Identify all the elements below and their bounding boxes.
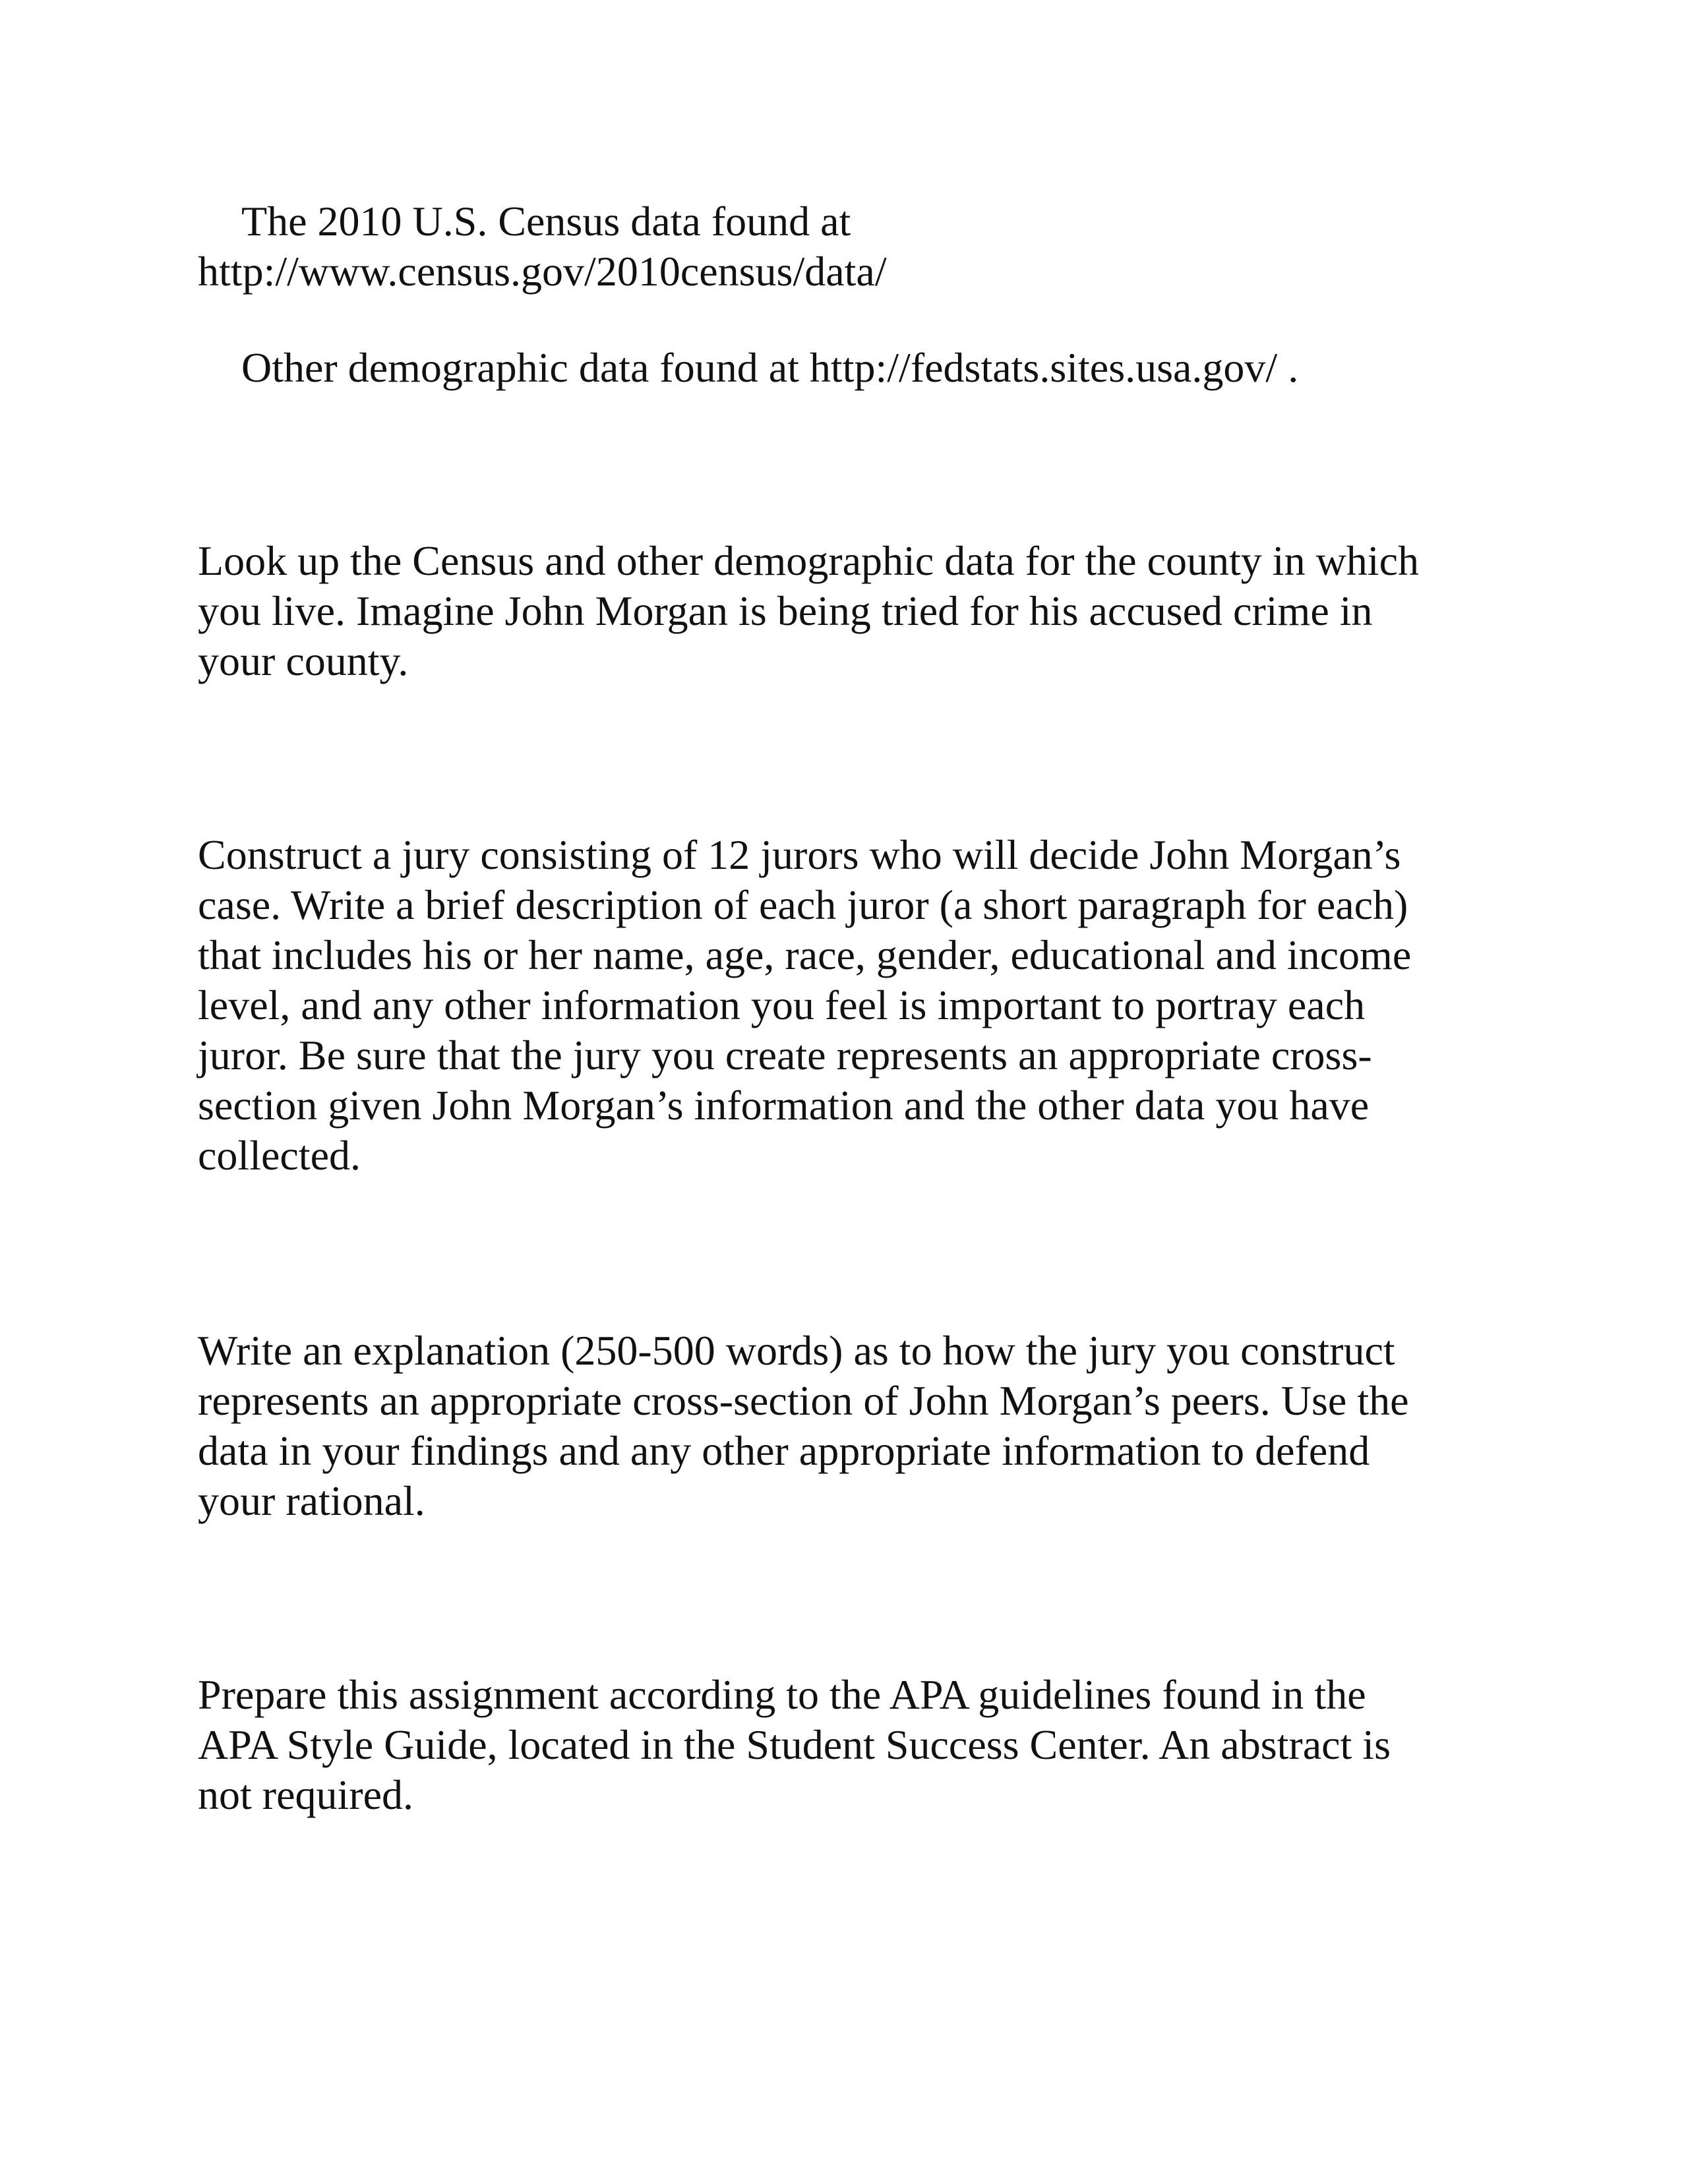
construct-line-7: collected. bbox=[198, 1132, 361, 1179]
fedstats-source-line: Other demographic data found at http://fedstats.sites.usa.gov/ . bbox=[241, 344, 1299, 391]
explanation-line-2: represents an appropriate cross-section of John Morgan’s peers. Use the bbox=[198, 1377, 1409, 1424]
construct-line-4: level, and any other information you feel is important to portray each bbox=[198, 982, 1366, 1028]
census-source-line-1: The 2010 U.S. Census data found at bbox=[241, 198, 851, 245]
explanation-paragraph bbox=[198, 1326, 1503, 1526]
explanation-line-1: Write an explanation (250-500 words) as to how the jury you construct bbox=[198, 1327, 1395, 1374]
construct-jury-paragraph bbox=[198, 830, 1503, 1181]
construct-line-5: juror. Be sure that the jury you create represents an appropriate cross- bbox=[198, 1032, 1372, 1078]
lookup-line-1: Look up the Census and other demographic data for the county in which bbox=[198, 537, 1419, 584]
construct-line-1: Construct a jury consisting of 12 jurors who will decide John Morgan’s bbox=[198, 831, 1401, 878]
construct-line-3: that includes his or her name, age, race, gender, educational and income bbox=[198, 931, 1412, 978]
construct-line-2: case. Write a brief description of each juror (a short paragraph for each) bbox=[198, 881, 1408, 928]
census-source-paragraph bbox=[198, 196, 1503, 297]
census-url-line: http://www.census.gov/2010census/data/ bbox=[198, 248, 887, 295]
lookup-line-3: your county. bbox=[198, 637, 409, 684]
construct-line-6: section given John Morgan’s information and the other data you have bbox=[198, 1082, 1370, 1129]
explanation-line-3: data in your findings and any other appropriate information to defend bbox=[198, 1427, 1370, 1474]
explanation-line-4: your rational. bbox=[198, 1477, 425, 1524]
fedstats-source-paragraph bbox=[198, 343, 1503, 393]
apa-line-3: not required. bbox=[198, 1771, 413, 1818]
lookup-line-2: you live. Imagine John Morgan is being tried for his accused crime in bbox=[198, 587, 1373, 634]
apa-line-2: APA Style Guide, located in the Student Success Center. An abstract is bbox=[198, 1721, 1391, 1768]
apa-guidelines-paragraph bbox=[198, 1670, 1503, 1820]
apa-line-1: Prepare this assignment according to the APA guidelines found in the bbox=[198, 1671, 1366, 1718]
lookup-instructions-paragraph bbox=[198, 536, 1503, 686]
